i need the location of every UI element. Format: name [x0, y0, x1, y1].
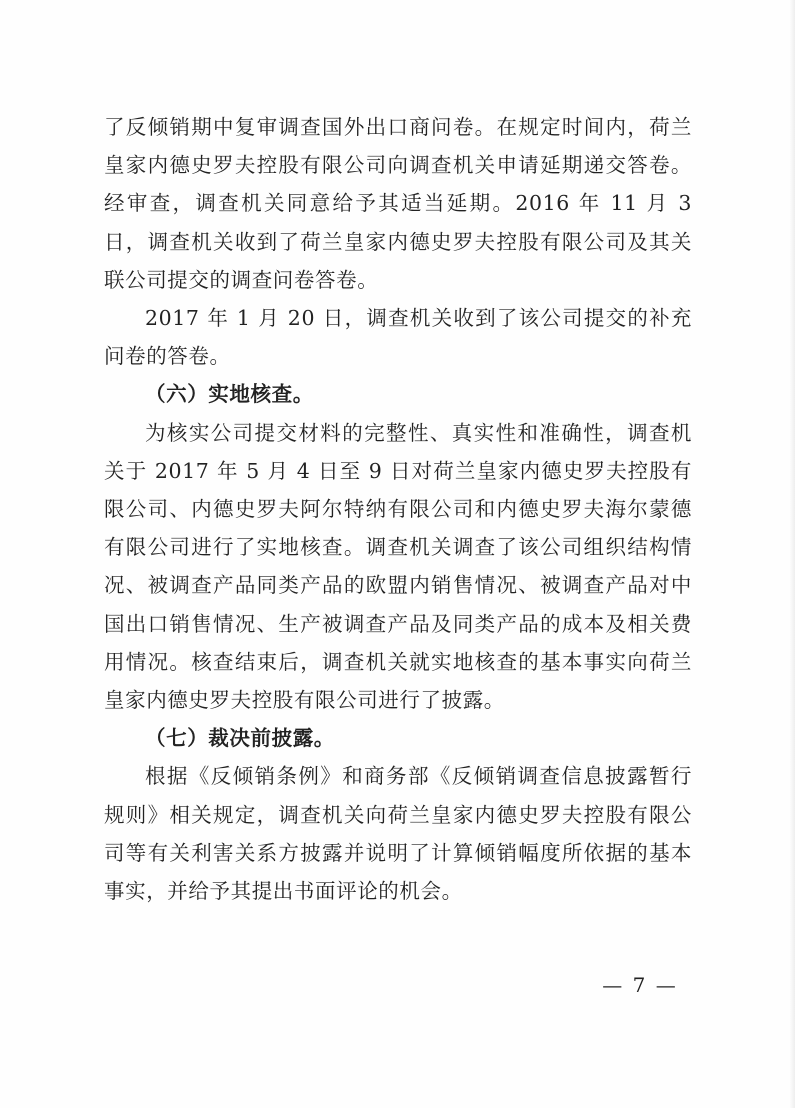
paragraph-pre-ruling-disclosure: 根据《反倾销条例》和商务部《反倾销调查信息披露暂行规则》相关规定，调查机关向荷兰皇家内德史罗夫控股有限公司等有关利害关系方披露并说明了计算倾销幅度所依据的基本事实，并给予其提出书面评论的机会。	[104, 764, 692, 904]
paragraph-questionnaire-response: 了反倾销期中复审调查国外出口商问卷。在规定时间内，荷兰皇家内德史罗夫控股有限公司向调查机关申请延期递交答卷。经审查，调查机关同意给予其适当延期。2016 年 11 月 3 日，调查机关收到了荷兰皇家内德史罗夫控股有限公司及其关联公司提交的调查问卷答卷。	[104, 115, 692, 292]
paragraph-supplementary-response: 2017 年 1 月 20 日，调查机关收到了该公司提交的补充问卷的答卷。	[104, 306, 692, 369]
section-heading-pre-ruling-disclosure: （七）裁决前披露。	[145, 726, 335, 751]
document-body	[104, 108, 692, 910]
paragraph-onsite-verification: 为核实公司提交材料的完整性、真实性和准确性，调查机关于 2017 年 5 月 4 日至 9 日对荷兰皇家内德史罗夫控股有限公司、内德史罗夫阿尔特纳有限公司和内德史罗夫海尔蒙德有限公司进行了实地核查。调查机关调查了该公司组织结构情况、被调查产品同类产品的欧盟内销售情况、被调查产品对中国出口销售情况、生产被调查产品及同类产品的成本及相关费用情况。核查结束后，调查机关就实地核查的基本事实向荷兰皇家内德史罗夫控股有限公司进行了披露。	[104, 420, 692, 713]
page-number: — 7 —	[602, 973, 678, 997]
scan-edge-shadow	[789, 0, 795, 1108]
section-heading-onsite-verification: （六）实地核查。	[145, 382, 314, 407]
